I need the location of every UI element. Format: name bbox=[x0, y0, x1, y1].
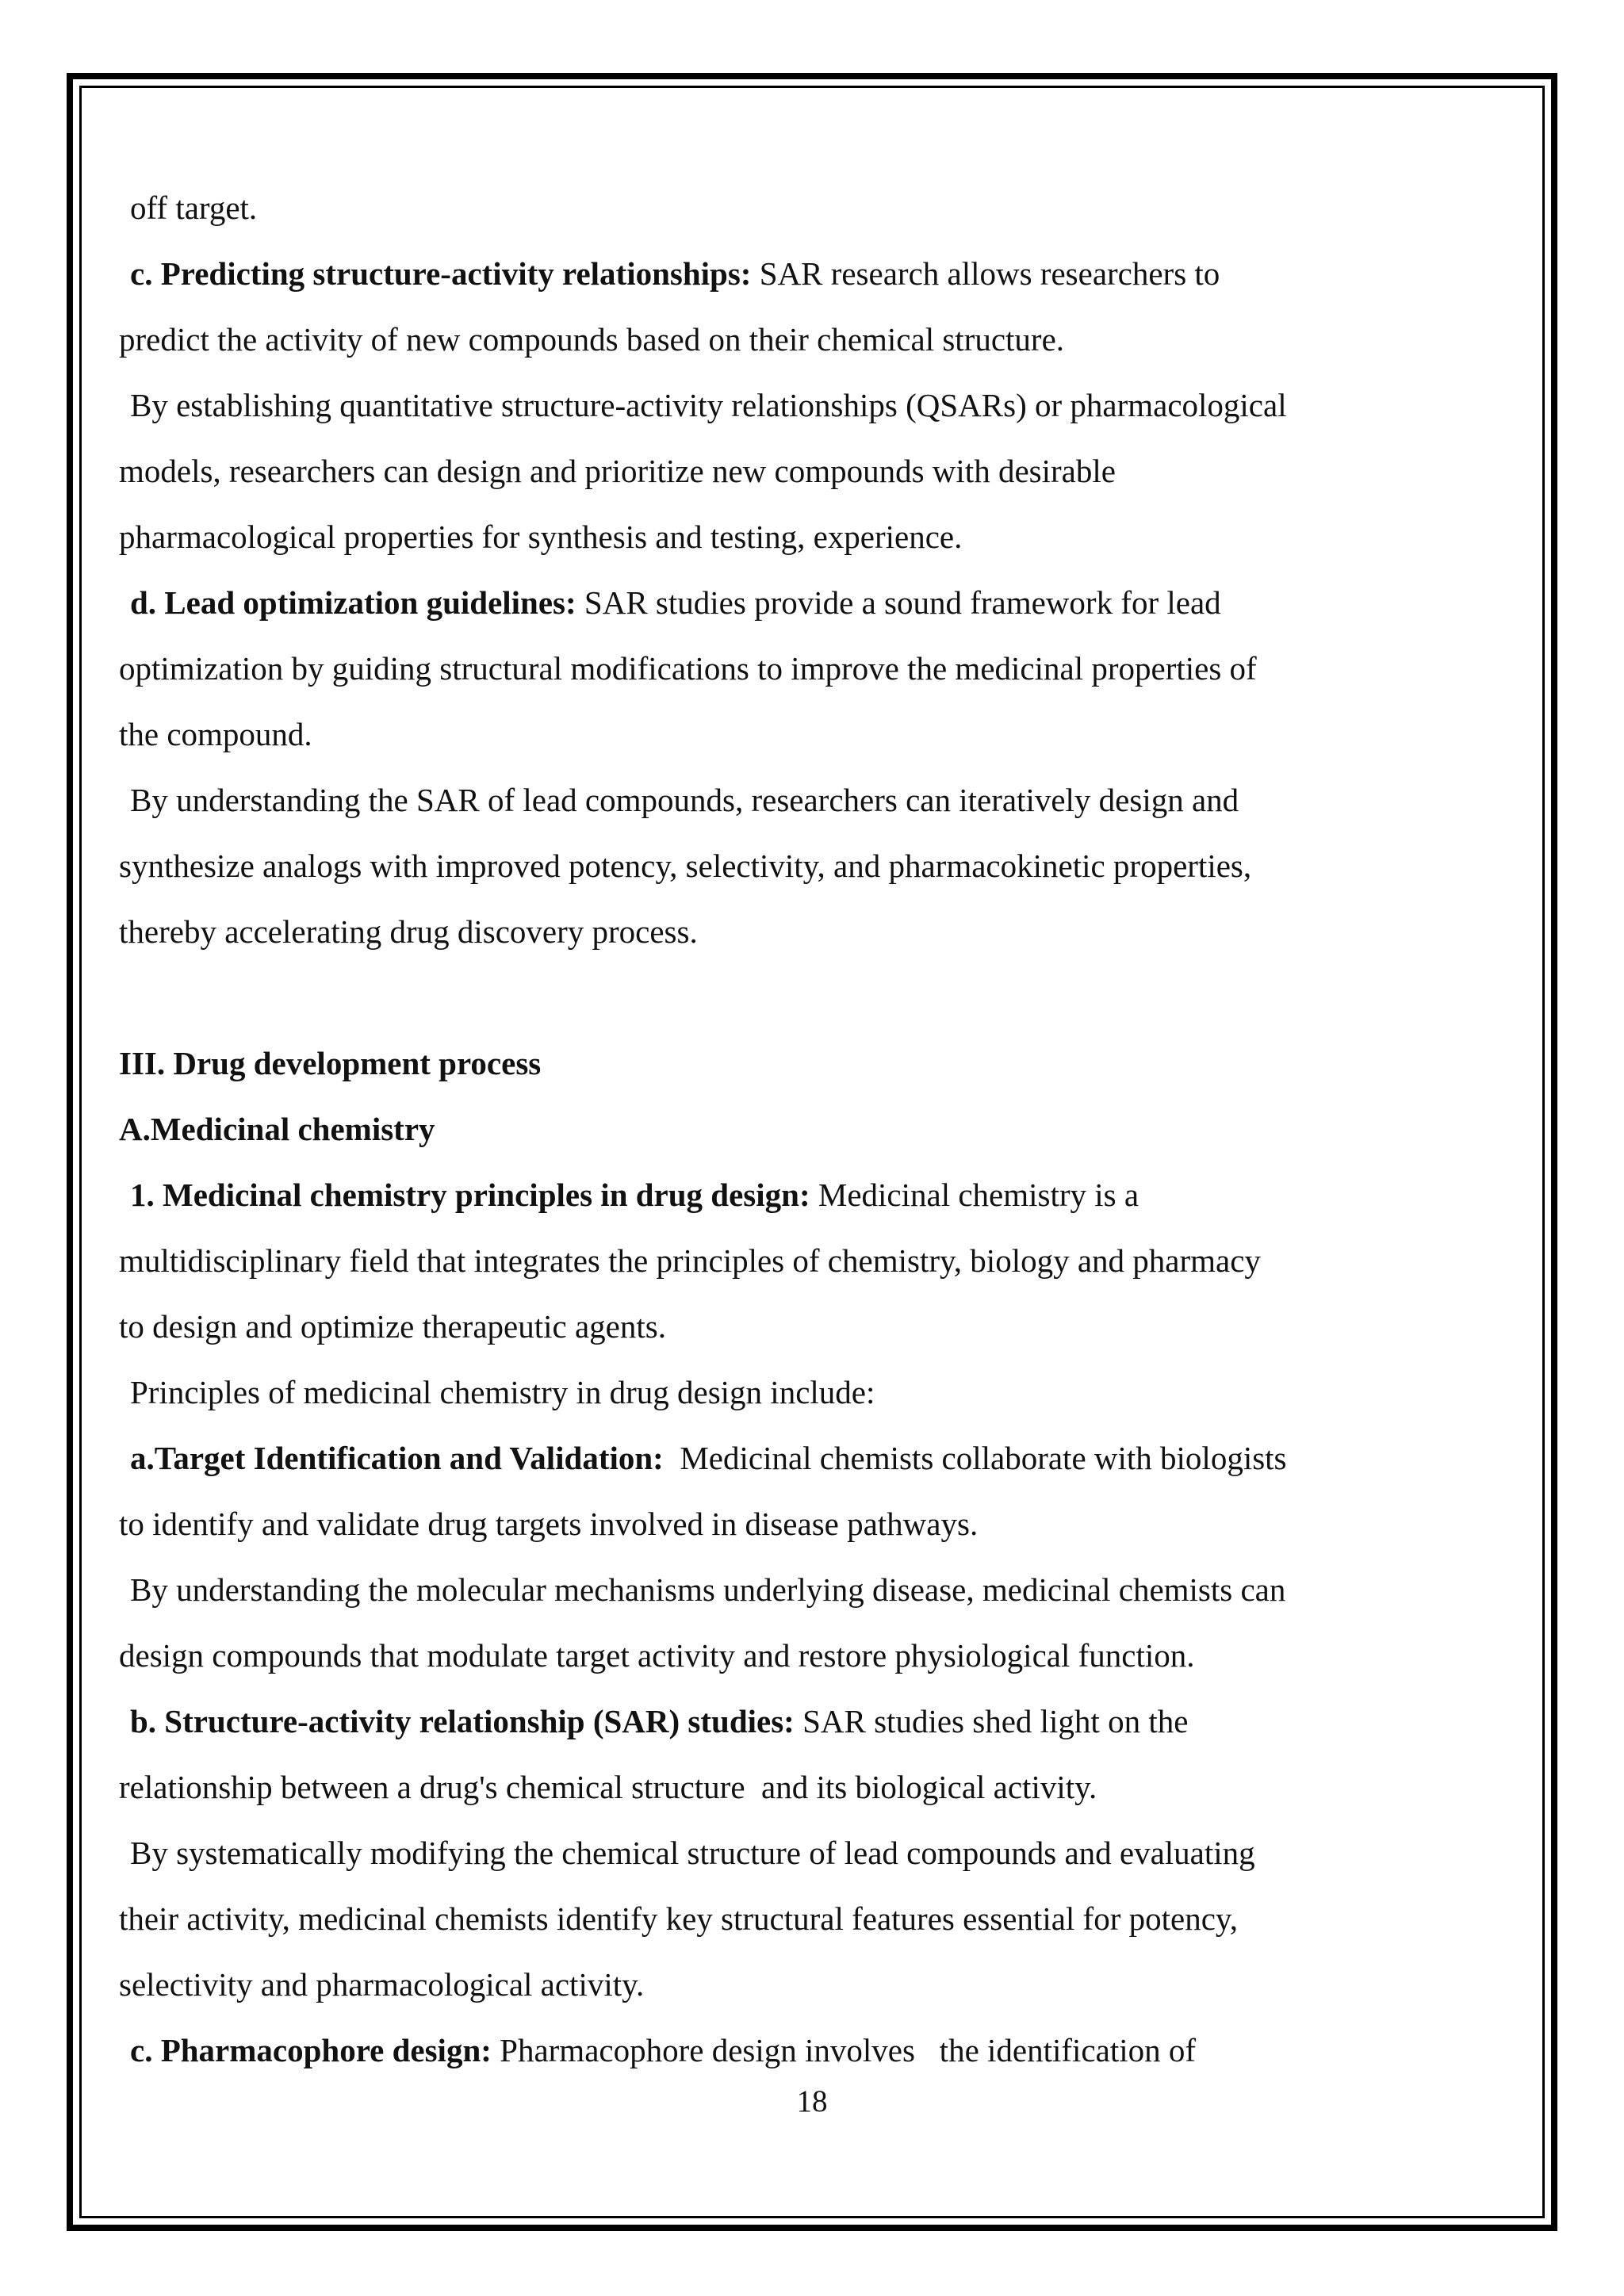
text-line: to identify and validate drug targets involved in disease pathways. bbox=[119, 1506, 979, 1542]
text-line: off target. bbox=[130, 189, 258, 226]
text-line: By understanding the molecular mechanisms underlying disease, medicinal chemists can bbox=[130, 1571, 1286, 1608]
text-line: design compounds that modulate target activity and restore physiological function. bbox=[119, 1637, 1195, 1674]
paragraph-heading-line: b. Structure-activity relationship (SAR) studies: SAR studies shed light on the bbox=[130, 1703, 1189, 1739]
paragraph-heading-line: c. Pharmacophore design: Pharmacophore design involves the identification of bbox=[130, 2032, 1197, 2068]
page-number: 18 bbox=[796, 2084, 828, 2118]
page-body bbox=[119, 184, 1515, 2092]
text-line: optimization by guiding structural modifications to improve the medicinal properties of bbox=[119, 650, 1257, 687]
text-line: their activity, medicinal chemists identify key structural features essential for potency, bbox=[119, 1900, 1238, 1937]
paragraph-heading-line: 1. Medicinal chemistry principles in drug design: Medicinal chemistry is a bbox=[130, 1177, 1139, 1213]
text-line: to design and optimize therapeutic agents. bbox=[119, 1308, 666, 1345]
text-line: By understanding the SAR of lead compounds, researchers can iteratively design and bbox=[130, 782, 1239, 818]
text-line: synthesize analogs with improved potency, selectivity, and pharmacokinetic properties, bbox=[119, 848, 1252, 884]
text-line: pharmacological properties for synthesis and testing, experience. bbox=[119, 519, 963, 555]
section-heading: III. Drug development process bbox=[119, 1045, 542, 1081]
paragraph-heading-line: a.Target Identification and Validation: Medicinal chemists collaborate with biologists bbox=[130, 1440, 1287, 1476]
text-line: the compound. bbox=[119, 716, 312, 752]
text-line: multidisciplinary field that integrates the principles of chemistry, biology and pharmacy bbox=[119, 1242, 1261, 1279]
paragraph-heading-line: d. Lead optimization guidelines: SAR studies provide a sound framework for lead bbox=[130, 584, 1221, 621]
text-line: By systematically modifying the chemical structure of lead compounds and evaluating bbox=[130, 1835, 1255, 1871]
text-line: predict the activity of new compounds based on their chemical structure. bbox=[119, 321, 1065, 358]
text-line: Principles of medicinal chemistry in drug design include: bbox=[130, 1374, 875, 1410]
blank-line bbox=[119, 974, 1515, 1039]
subsection-heading: A.Medicinal chemistry bbox=[119, 1111, 435, 1147]
paragraph-heading-line: c. Predicting structure-activity relationships: SAR research allows researchers to bbox=[130, 255, 1220, 292]
text-line: models, researchers can design and prioritize new compounds with desirable bbox=[119, 453, 1116, 489]
text-line: relationship between a drug's chemical structure and its biological activity. bbox=[119, 1769, 1097, 1805]
text-line: thereby accelerating drug discovery process. bbox=[119, 913, 698, 950]
text-line: By establishing quantitative structure-activity relationships (QSARs) or pharmacological bbox=[130, 387, 1287, 423]
text-line: selectivity and pharmacological activity. bbox=[119, 1966, 645, 2003]
